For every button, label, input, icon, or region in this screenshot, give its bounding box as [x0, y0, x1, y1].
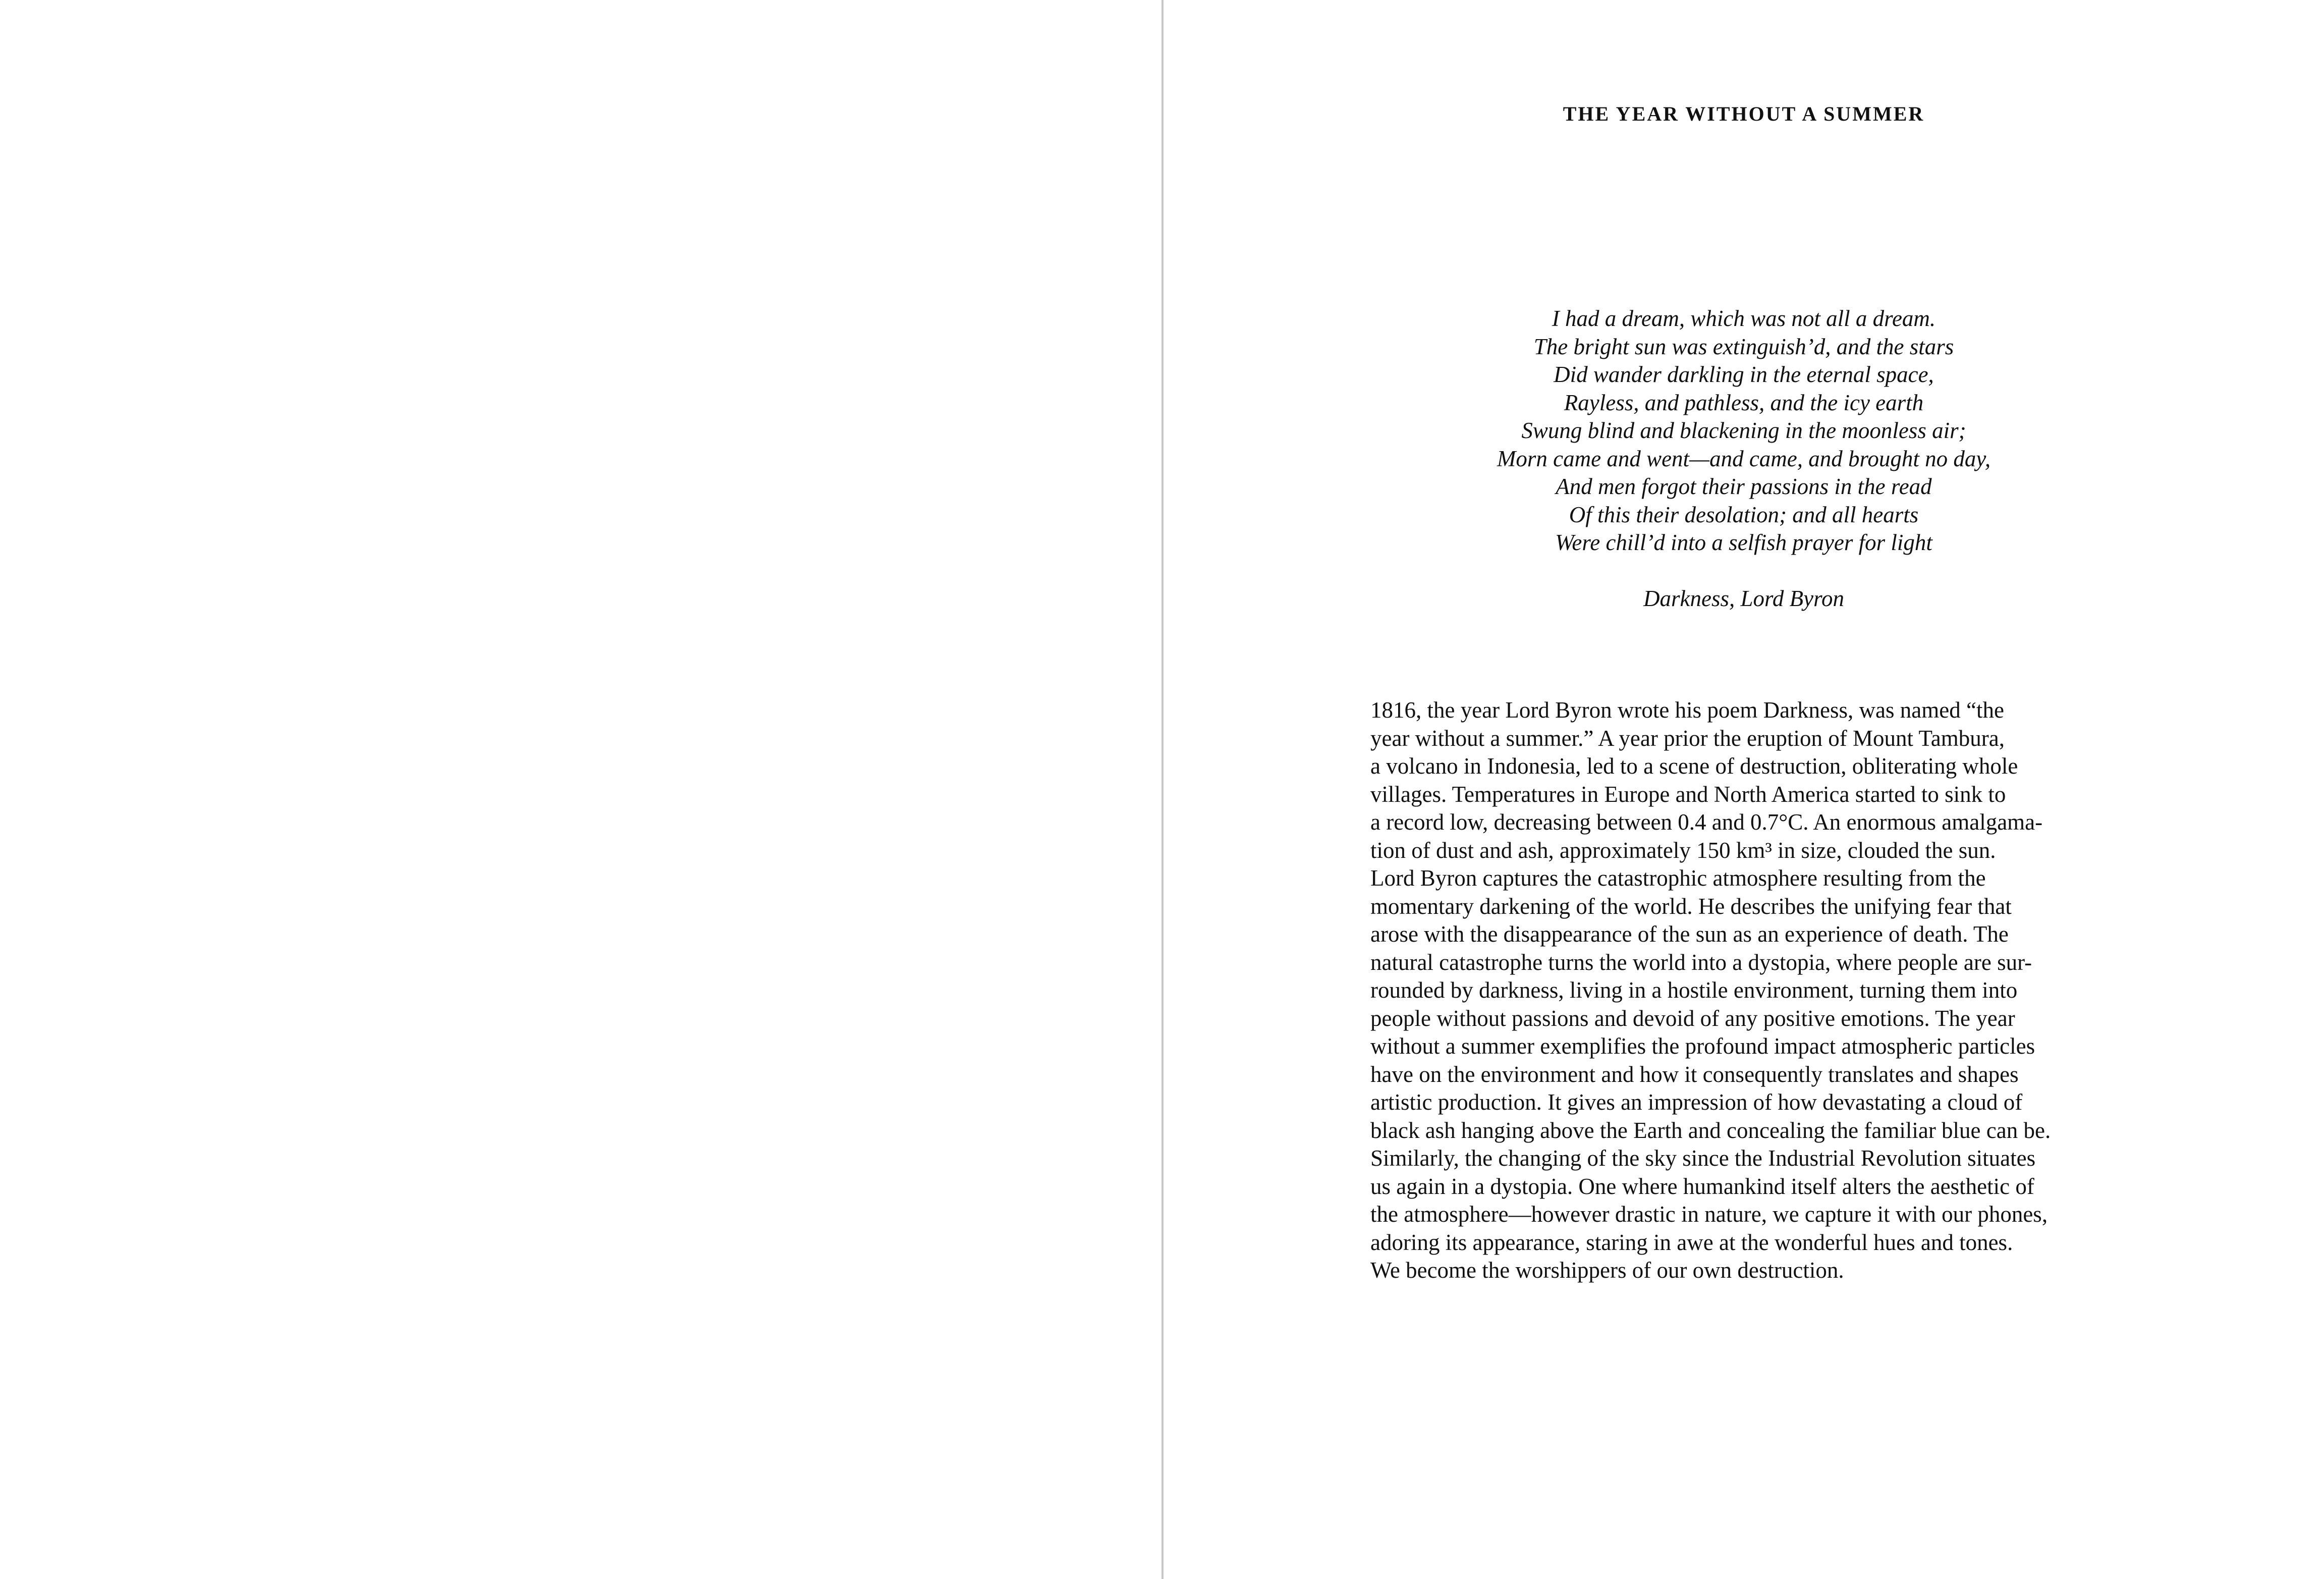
- epigraph-line: The bright sun was extinguish’d, and the stars: [1533, 334, 1954, 359]
- body-line: rounded by darkness, living in a hostile environment, turning them into: [1370, 977, 2018, 1003]
- right-page: [1164, 0, 2324, 1579]
- body-line: a record low, decreasing between 0.4 and 0.7°C. An enormous amalgama-: [1370, 809, 2043, 835]
- epigraph-line: Morn came and went—and came, and brought no day,: [1497, 446, 1991, 471]
- body-line: without a summer exemplifies the profound impact atmospheric particles: [1370, 1033, 2035, 1059]
- epigraph-line: I had a dream, which was not all a dream.: [1552, 306, 1936, 331]
- running-head: THE YEAR WITHOUT A SUMMER: [1563, 102, 1925, 125]
- body-line: arose with the disappearance of the sun as an experience of death. The: [1370, 921, 2009, 947]
- epigraph-poem: [1164, 305, 2324, 557]
- body-line: year without a summer.” A year prior the eruption of Mount Tambura,: [1370, 725, 2005, 751]
- body-line: have on the environment and how it consequently translates and shapes: [1370, 1061, 2019, 1087]
- epigraph-line: Of this their desolation; and all hearts: [1569, 502, 1919, 527]
- body-line: tion of dust and ash, approximately 150 km³ in size, clouded the sun.: [1370, 837, 1996, 863]
- epigraph-line: And men forgot their passions in the read: [1556, 474, 1932, 499]
- body-line: black ash hanging above the Earth and concealing the familiar blue can be.: [1370, 1117, 2051, 1143]
- body-line: villages. Temperatures in Europe and North America started to sink to: [1370, 781, 2006, 807]
- body-paragraph: [1370, 696, 2127, 1285]
- body-line: adoring its appearance, staring in awe at the wonderful hues and tones.: [1370, 1229, 2013, 1255]
- epigraph-line: Were chill’d into a selfish prayer for light: [1555, 530, 1932, 555]
- body-line: a volcano in Indonesia, led to a scene of destruction, obliterating whole: [1370, 753, 2018, 779]
- epigraph-attribution: Darkness, Lord Byron: [1643, 586, 1844, 611]
- body-line: Similarly, the changing of the sky since the Industrial Revolution situates: [1370, 1146, 2036, 1171]
- body-line: us again in a dystopia. One where humankind itself alters the aesthetic of: [1370, 1173, 2034, 1199]
- body-line: We become the worshippers of our own destruction.: [1370, 1258, 1844, 1283]
- body-line: momentary darkening of the world. He describes the unifying fear that: [1370, 893, 2012, 919]
- left-page-blank: [0, 0, 1161, 1579]
- body-line: people without passions and devoid of any positive emotions. The year: [1370, 1005, 2015, 1031]
- epigraph-line: Did wander darkling in the eternal space,: [1554, 362, 1934, 387]
- body-line: the atmosphere—however drastic in nature, we capture it with our phones,: [1370, 1202, 2048, 1227]
- epigraph-line: Rayless, and pathless, and the icy earth: [1564, 390, 1924, 415]
- body-line: artistic production. It gives an impression of how devastating a cloud of: [1370, 1090, 2023, 1115]
- body-line: 1816, the year Lord Byron wrote his poem Darkness, was named “the: [1370, 697, 2004, 723]
- body-line: Lord Byron captures the catastrophic atmosphere resulting from the: [1370, 865, 1986, 891]
- body-line: natural catastrophe turns the world into a dystopia, where people are sur-: [1370, 949, 2032, 975]
- epigraph-line: Swung blind and blackening in the moonless air;: [1521, 418, 1966, 443]
